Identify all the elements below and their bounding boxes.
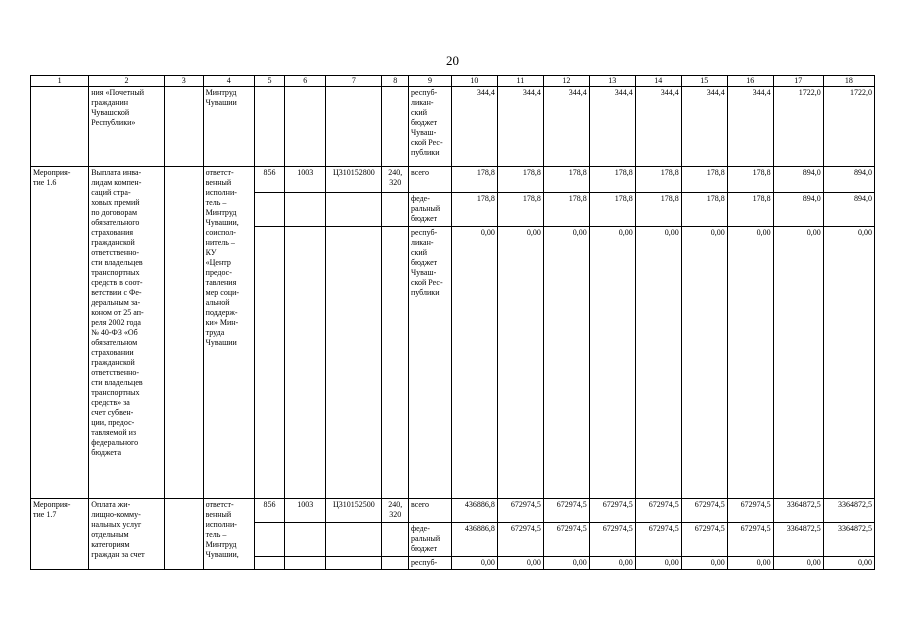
code-cell: Ц310152500 [326, 499, 382, 523]
value-cell: 672974,5 [589, 523, 635, 557]
table-row [31, 499, 875, 523]
value-cell: 0,00 [823, 557, 874, 570]
column-number: 16 [727, 76, 773, 87]
value-cell: 344,4 [497, 87, 543, 167]
value-cell: 178,8 [497, 193, 543, 227]
activity-name: Выплата инва- лидам компен- саций стра- ховых премий по договорам обязательного страхования гражданской ответственно- сти владельцев транспортных средств в соот- ветствии с Фе- деральным за- коном от 25 ап- реля 2002 года № 40-ФЗ «Об обязательном страховании гражданской ответственно- сти владельцев транспортных средств» за счет субвен- ции, предос- тавляемой из федерального бюджета [89, 167, 165, 499]
value-cell: 672974,5 [543, 499, 589, 523]
cell-empty [382, 227, 409, 499]
value-cell: 0,00 [635, 557, 681, 570]
executor: Минтруд Чувашии [203, 87, 254, 167]
cell-empty [285, 193, 326, 227]
value-cell: 178,8 [589, 167, 635, 193]
value-cell: 344,4 [727, 87, 773, 167]
column-number: 10 [451, 76, 497, 87]
column-number: 12 [543, 76, 589, 87]
program-table [30, 75, 875, 570]
value-cell: 178,8 [681, 193, 727, 227]
value-cell: 344,4 [451, 87, 497, 167]
cell-empty [285, 557, 326, 570]
table-row [31, 87, 875, 167]
cell-empty [254, 557, 285, 570]
cell-empty [326, 227, 382, 499]
value-cell: 672974,5 [589, 499, 635, 523]
value-cell: 1722,0 [773, 87, 823, 167]
value-cell: 0,00 [773, 557, 823, 570]
cell-empty [326, 193, 382, 227]
column-number: 8 [382, 76, 409, 87]
cell-empty [382, 557, 409, 570]
cell-empty [254, 227, 285, 499]
value-cell: 0,00 [543, 227, 589, 499]
cell-empty [382, 87, 409, 167]
activity-label: Мероприя- тие 1.7 [31, 499, 89, 570]
value-cell: 178,8 [727, 167, 773, 193]
cell-empty [254, 193, 285, 227]
activity-name: ния «Почетный гражданин Чувашской Республики» [89, 87, 165, 167]
funding-source: респуб- ликан- ский бюджет Чуваш- ской Рес- публики [408, 87, 451, 167]
funding-source: респуб- ликан- ский бюджет Чуваш- ской Рес- публики [408, 227, 451, 499]
executor: ответст- венный исполни- тель – Минтруд Чувашии, соиспол- нитель – КУ «Центр предос- тавления мер соци- альной поддерж- ки» Мин- труда Чувашии [203, 167, 254, 499]
code-cell: 1003 [285, 167, 326, 193]
cell-empty [326, 87, 382, 167]
value-cell: 672974,5 [635, 499, 681, 523]
column-number: 18 [823, 76, 874, 87]
cell-empty [285, 87, 326, 167]
cell-empty [254, 87, 285, 167]
value-cell: 3364872,5 [773, 523, 823, 557]
value-cell: 178,8 [589, 193, 635, 227]
value-cell: 672974,5 [727, 523, 773, 557]
cell-empty [285, 227, 326, 499]
page-number: 20 [446, 53, 459, 68]
value-cell: 672974,5 [635, 523, 681, 557]
column-number: 11 [497, 76, 543, 87]
value-cell: 0,00 [727, 227, 773, 499]
value-cell: 0,00 [451, 557, 497, 570]
value-cell: 672974,5 [681, 523, 727, 557]
code-cell: 240, 320 [382, 499, 409, 523]
value-cell: 894,0 [823, 193, 874, 227]
column-number: 3 [164, 76, 203, 87]
column-number: 1 [31, 76, 89, 87]
cell-empty [31, 87, 89, 167]
code-cell: 240, 320 [382, 167, 409, 193]
column-number: 6 [285, 76, 326, 87]
value-cell: 178,8 [543, 193, 589, 227]
cell-empty [254, 523, 285, 557]
column-number: 5 [254, 76, 285, 87]
column-number: 14 [635, 76, 681, 87]
funding-source: феде- ральный бюджет [408, 193, 451, 227]
cell-empty [164, 87, 203, 167]
value-cell: 1722,0 [823, 87, 874, 167]
code-cell: 856 [254, 167, 285, 193]
value-cell: 3364872,5 [773, 499, 823, 523]
activity-name: Оплата жи- лищно-комму- нальных услуг отдельным категориям граждан за счет [89, 499, 165, 570]
value-cell: 178,8 [635, 167, 681, 193]
activity-label: Мероприя- тие 1.6 [31, 167, 89, 499]
value-cell: 0,00 [497, 557, 543, 570]
value-cell: 3364872,5 [823, 523, 874, 557]
value-cell: 672974,5 [681, 499, 727, 523]
value-cell: 178,8 [727, 193, 773, 227]
column-number: 15 [681, 76, 727, 87]
value-cell: 0,00 [823, 227, 874, 499]
value-cell: 0,00 [773, 227, 823, 499]
funding-source: респуб- [408, 557, 451, 570]
value-cell: 344,4 [681, 87, 727, 167]
cell-empty [326, 523, 382, 557]
value-cell: 178,8 [681, 167, 727, 193]
value-cell: 3364872,5 [823, 499, 874, 523]
funding-source: всего [408, 167, 451, 193]
column-number: 4 [203, 76, 254, 87]
column-number: 7 [326, 76, 382, 87]
column-number: 2 [89, 76, 165, 87]
value-cell: 672974,5 [497, 499, 543, 523]
table-row [31, 167, 875, 193]
value-cell: 894,0 [773, 167, 823, 193]
cell-empty [285, 523, 326, 557]
value-cell: 178,8 [635, 193, 681, 227]
column-number: 17 [773, 76, 823, 87]
value-cell: 0,00 [451, 227, 497, 499]
value-cell: 0,00 [589, 557, 635, 570]
cell-empty [164, 167, 203, 499]
value-cell: 178,8 [451, 193, 497, 227]
value-cell: 0,00 [635, 227, 681, 499]
executor: ответст- венный исполни- тель – Минтруд Чувашии, [203, 499, 254, 570]
cell-empty [164, 499, 203, 570]
column-number: 9 [408, 76, 451, 87]
value-cell: 894,0 [823, 167, 874, 193]
cell-empty [382, 193, 409, 227]
value-cell: 178,8 [543, 167, 589, 193]
value-cell: 672974,5 [497, 523, 543, 557]
value-cell: 0,00 [681, 227, 727, 499]
funding-source: феде- ральный бюджет [408, 523, 451, 557]
value-cell: 894,0 [773, 193, 823, 227]
column-number: 13 [589, 76, 635, 87]
code-cell: 1003 [285, 499, 326, 523]
column-number-row [31, 76, 875, 87]
value-cell: 178,8 [497, 167, 543, 193]
value-cell: 0,00 [589, 227, 635, 499]
cell-empty [326, 557, 382, 570]
code-cell: Ц310152800 [326, 167, 382, 193]
value-cell: 672974,5 [727, 499, 773, 523]
code-cell: 856 [254, 499, 285, 523]
value-cell: 344,4 [543, 87, 589, 167]
cell-empty [382, 523, 409, 557]
value-cell: 0,00 [727, 557, 773, 570]
value-cell: 436886,8 [451, 499, 497, 523]
value-cell: 178,8 [451, 167, 497, 193]
value-cell: 344,4 [589, 87, 635, 167]
value-cell: 344,4 [635, 87, 681, 167]
funding-source: всего [408, 499, 451, 523]
value-cell: 0,00 [543, 557, 589, 570]
value-cell: 672974,5 [543, 523, 589, 557]
value-cell: 436886,8 [451, 523, 497, 557]
value-cell: 0,00 [681, 557, 727, 570]
value-cell: 0,00 [497, 227, 543, 499]
